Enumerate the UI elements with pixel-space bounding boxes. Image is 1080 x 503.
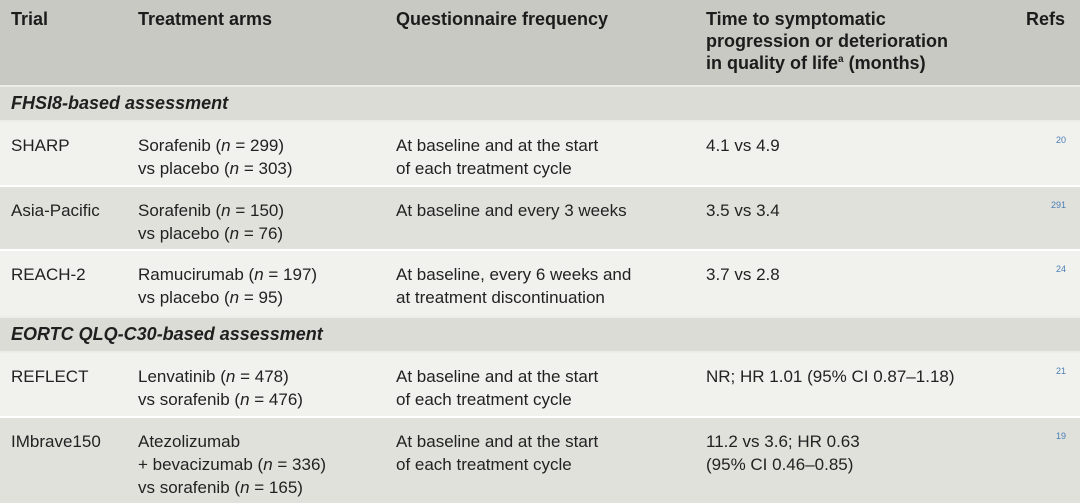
section-title: EORTC QLQ-C30-based assessment: [11, 324, 323, 344]
frequency-line: At baseline and every 3 weeks: [396, 201, 627, 220]
arms-line: Atezolizumab: [138, 432, 241, 451]
ref-link[interactable]: 291: [1050, 200, 1066, 210]
header-frequency: Questionnaire frequency: [396, 9, 609, 29]
header-refs: Refs: [1026, 9, 1066, 29]
arms-line: Lenvatinib (n = 478): [138, 367, 289, 386]
header-trial: Trial: [11, 9, 49, 29]
section-title: FHSI8-based assessment: [11, 93, 229, 113]
frequency-line: At baseline, every 6 weeks and: [396, 265, 632, 284]
ref-link[interactable]: 24: [1055, 264, 1066, 274]
trial-name: IMbrave150: [11, 432, 101, 451]
header-time-line3-pre: in quality of life: [706, 53, 839, 73]
header-time-line3: [706, 52, 948, 74]
questionnaire-frequency: [396, 199, 627, 222]
table-row: [0, 187, 1080, 249]
table-row: [0, 122, 1080, 185]
table-row: [0, 251, 1080, 316]
frequency-line: At baseline and at the start: [396, 367, 599, 386]
treatment-arms: [138, 365, 303, 411]
time-line: 3.7 vs 2.8: [706, 265, 780, 284]
frequency-line: at treatment discontinuation: [396, 288, 605, 307]
frequency-line: of each treatment cycle: [396, 159, 572, 178]
questionnaire-frequency: [396, 365, 598, 411]
questionnaire-frequency: [396, 263, 631, 309]
time-line: 11.2 vs 3.6; HR 0.63: [706, 432, 860, 451]
trial-name: REACH-2: [11, 265, 86, 284]
arms-line: vs sorafenib (n = 165): [138, 478, 303, 497]
table-row: [0, 418, 1080, 503]
frequency-line: At baseline and at the start: [396, 432, 599, 451]
arms-line: vs sorafenib (n = 476): [138, 390, 303, 409]
treatment-arms: [138, 134, 293, 180]
ref-link[interactable]: 20: [1055, 135, 1066, 145]
time-to-progression: [706, 199, 780, 222]
arms-line: vs placebo (n = 95): [138, 288, 284, 307]
treatment-arms: [138, 263, 317, 309]
arms-line: Sorafenib (n = 299): [138, 136, 285, 155]
header-time-line3-post: (months): [843, 53, 926, 73]
header-time: [706, 8, 948, 74]
arms-line: Ramucirumab (n = 197): [138, 265, 318, 284]
footnote-marker: a: [838, 54, 844, 65]
questionnaire-frequency: [396, 134, 598, 180]
treatment-arms: [138, 430, 326, 499]
time-line: 4.1 vs 4.9: [706, 136, 780, 155]
trial-name: REFLECT: [11, 367, 89, 386]
time-to-progression: [706, 134, 780, 157]
time-to-progression: [706, 430, 860, 476]
treatment-arms: [138, 199, 284, 245]
header-time-line2: progression or deterioration: [706, 31, 949, 51]
frequency-line: of each treatment cycle: [396, 390, 572, 409]
ref-link[interactable]: 19: [1055, 431, 1066, 441]
questionnaire-frequency: [396, 430, 598, 476]
section-header-eortc: [0, 318, 1080, 351]
time-to-progression: [706, 263, 780, 286]
table-row: [0, 353, 1080, 416]
time-to-progression: [706, 365, 955, 388]
frequency-line: of each treatment cycle: [396, 455, 572, 474]
time-line: 3.5 vs 3.4: [706, 201, 780, 220]
table-header: [0, 0, 1080, 85]
trial-name: SHARP: [11, 136, 70, 155]
time-line: (95% CI 0.46–0.85): [706, 455, 854, 474]
header-time-line1: Time to symptomatic: [706, 9, 886, 29]
time-line: NR; HR 1.01 (95% CI 0.87–1.18): [706, 367, 955, 386]
trial-name: Asia-Pacific: [11, 201, 100, 220]
frequency-line: At baseline and at the start: [396, 136, 599, 155]
header-arms: Treatment arms: [138, 9, 273, 29]
arms-line: vs placebo (n = 303): [138, 159, 293, 178]
ref-link[interactable]: 21: [1055, 366, 1066, 376]
section-header-fhsi8: [0, 87, 1080, 120]
arms-line: + bevacizumab (n = 336): [138, 455, 327, 474]
arms-line: Sorafenib (n = 150): [138, 201, 285, 220]
arms-line: vs placebo (n = 76): [138, 224, 284, 243]
